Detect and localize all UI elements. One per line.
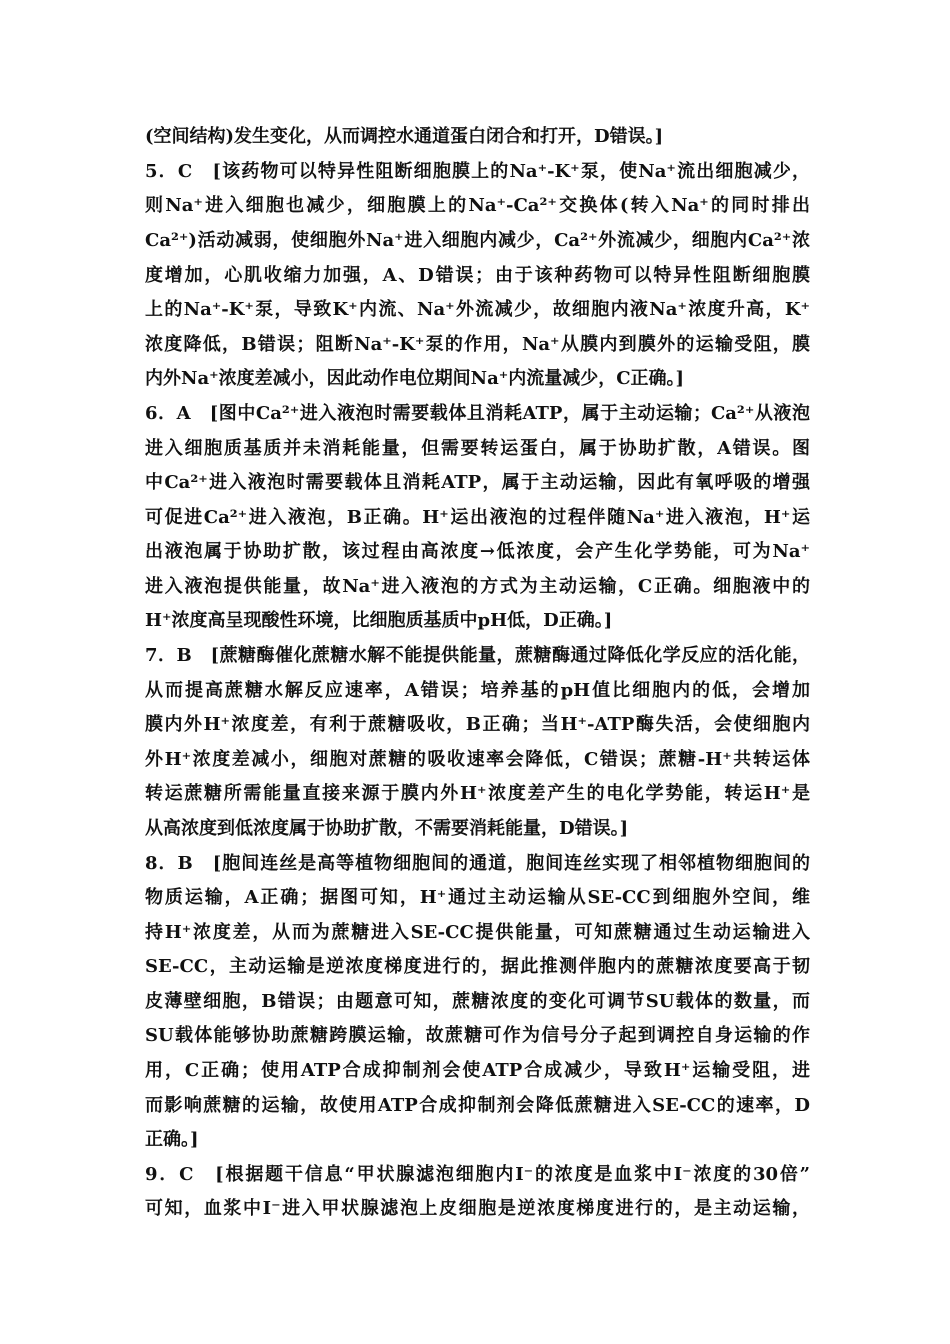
text-line: 中Ca²⁺进入液泡时需要载体且消耗ATP，属于主动运输，因此有氧呼吸的增强: [145, 472, 810, 493]
text-line: 转运蔗糖所需能量直接来源于膜内外H⁺浓度差产生的电化学势能，转运H⁺是: [145, 783, 810, 804]
text-line: 内外Na⁺浓度差减小，因此动作电位期间Na⁺内流量减少，C正确。]: [145, 368, 685, 389]
text-line: (空间结构)发生变化，从而调控水通道蛋白闭合和打开，D错误。]: [145, 126, 664, 147]
text-line: 出液泡属于协助扩散，该过程由高浓度→低浓度，会产生化学势能，可为Na⁺: [145, 541, 810, 562]
text-line: 则Na⁺进入细胞也减少，细胞膜上的Na⁺-Ca²⁺交换体(转入Na⁺的同时排出: [145, 195, 810, 216]
text-line: 可知，血浆中I⁻进入甲状腺滤泡上皮细胞是逆浓度梯度进行的，是主动运输，: [145, 1198, 810, 1219]
text-line: 7．B [蔗糖酶催化蔗糖水解不能提供能量，蔗糖酶通过降低化学反应的活化能，: [145, 645, 810, 666]
text-line: 进入液泡提供能量，故Na⁺进入液泡的方式为主动运输，C正确。细胞液中的: [145, 576, 810, 597]
text-line: 从高浓度到低浓度属于协助扩散，不需要消耗能量，D错误。]: [145, 818, 629, 839]
text-line: 进入细胞质基质并未消耗能量，但需要转运蛋白，属于协助扩散，A错误。图: [145, 438, 810, 459]
text-line: 6．A [图中Ca²⁺进入液泡时需要载体且消耗ATP，属于主动运输；Ca²⁺从液泡: [145, 403, 810, 424]
text-line: 上的Na⁺-K⁺泵，导致K⁺内流、Na⁺外流减少，故细胞内液Na⁺浓度升高，K⁺: [145, 299, 810, 320]
text-line: 而影响蔗糖的运输，故使用ATP合成抑制剂会降低蔗糖进入SE-CC的速率，D: [145, 1095, 810, 1116]
text-line: 外H⁺浓度差减小，细胞对蔗糖的吸收速率会降低，C错误；蔗糖-H⁺共转运体: [145, 749, 810, 770]
text-line: 从而提高蔗糖水解反应速率，A错误；培养基的pH值比细胞内的低，会增加: [145, 680, 810, 701]
text-line: 8．B [胞间连丝是高等植物细胞间的通道，胞间连丝实现了相邻植物细胞间的: [145, 853, 810, 874]
text-line: 9．C [根据题干信息“甲状腺滤泡细胞内I⁻的浓度是血浆中I⁻浓度的30倍”: [145, 1164, 810, 1185]
text-line: 5．C [该药物可以特异性阻断细胞膜上的Na⁺-K⁺泵，使Na⁺流出细胞减少，: [145, 161, 810, 182]
text-line: 持H⁺浓度差，从而为蔗糖进入SE-CC提供能量，可知蔗糖通过生动运输进入: [145, 922, 810, 943]
text-line: 正确。]: [145, 1129, 199, 1150]
text-line: SU载体能够协助蔗糖跨膜运输，故蔗糖可作为信号分子起到调控自身运输的作: [145, 1025, 810, 1046]
text-line: Ca²⁺)活动减弱，使细胞外Na⁺进入细胞内减少，Ca²⁺外流减少，细胞内Ca²⁺浓: [145, 230, 810, 251]
text-line: 物质运输，A正确；据图可知，H⁺通过主动运输从SE-CC到细胞外空间，维: [145, 887, 810, 908]
text-line: 可促进Ca²⁺进入液泡，B正确。H⁺运出液泡的过程伴随Na⁺进入液泡，H⁺运: [145, 507, 810, 528]
text-line: 浓度降低，B错误；阻断Na⁺-K⁺泵的作用，Na⁺从膜内到膜外的运输受阻，膜: [145, 334, 810, 355]
text-line: 膜内外H⁺浓度差，有利于蔗糖吸收，B正确；当H⁺-ATP酶失活，会使细胞内: [145, 714, 810, 735]
text-line: H⁺浓度高呈现酸性环境，比细胞质基质中pH低，D正确。]: [145, 610, 613, 631]
text-line: SE-CC，主动运输是逆浓度梯度进行的，据此推测伴胞内的蔗糖浓度要高于韧: [145, 956, 810, 977]
text-line: 用，C正确；使用ATP合成抑制剂会使ATP合成减少，导致H⁺运输受阻，进: [145, 1060, 810, 1081]
text-line: 皮薄壁细胞，B错误；由题意可知，蔗糖浓度的变化可调节SU载体的数量，而: [145, 991, 810, 1012]
text-line: 度增加，心肌收缩力加强，A、D错误；由于该种药物可以特异性阻断细胞膜: [145, 265, 810, 286]
